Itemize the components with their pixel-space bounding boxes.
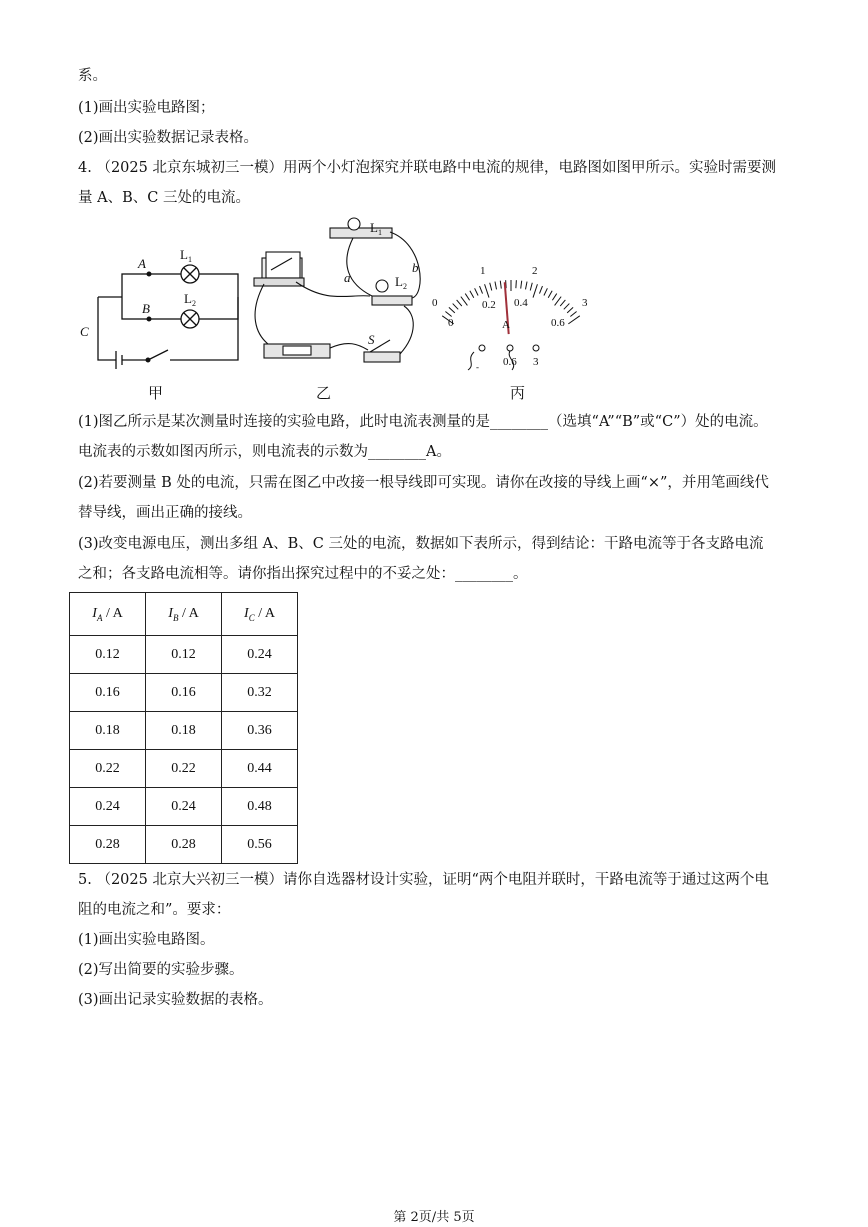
text-line: (1)画出实验电路图； (78, 100, 215, 116)
question-5-stem: 5. （2025 北京大兴初三一模）请你自选器材设计实验，证明“两个电阻并联时，干路电流等于通过这两个电 (78, 872, 769, 888)
bulb-label-l1: $L_1$ (370, 220, 382, 237)
table-cell: 0.28 (146, 826, 222, 864)
question-5-stem: 阻的电流之和”。要求： (78, 902, 231, 918)
table-cell: 0.56 (222, 826, 298, 864)
meter-unit: A (502, 319, 510, 331)
figure-label-jia: 甲 (148, 384, 164, 402)
meter-tick (552, 294, 556, 301)
meter-tick (568, 316, 579, 324)
terminal-0-6 (507, 345, 513, 351)
terminal-minus (479, 345, 485, 351)
table-header-ib: $I_B$ / A (146, 593, 222, 636)
meter-tick (526, 282, 528, 290)
terminal-label-3: 3 (533, 356, 539, 368)
table-row (70, 712, 298, 750)
question-4-part-2: 替导线，画出正确的接线。 (78, 505, 252, 521)
bulb-label-l2: $L_2$ (395, 274, 407, 291)
apparatus-diagram-yi (254, 218, 420, 362)
meter-tick (548, 291, 552, 298)
meter-tick (490, 283, 492, 291)
meter-tick (453, 304, 459, 310)
table-cell: 0.22 (70, 750, 146, 788)
figure-svg (78, 214, 618, 404)
meter-inner-tick-0-4: 0.4 (514, 297, 528, 309)
meter-tick (475, 288, 478, 295)
meter-outer-tick-1: 1 (480, 265, 486, 277)
question-4-stem: 量 A、B、C 三处的电流。 (78, 190, 250, 206)
meter-tick (521, 281, 522, 289)
terminal-3 (533, 345, 539, 351)
table-cell: 0.18 (70, 712, 146, 750)
meter-outer-tick-0: 0 (432, 297, 438, 309)
table-cell: 0.18 (146, 712, 222, 750)
meter-tick (470, 291, 474, 298)
meter-tick (544, 288, 547, 295)
meter-tick (461, 297, 468, 306)
meter-tick (480, 286, 483, 293)
table-cell: 0.22 (146, 750, 222, 788)
meter-tick (567, 307, 573, 312)
question-5-part-1: (1)画出实验电路图。 (78, 932, 215, 948)
figure-label-yi: 乙 (316, 384, 332, 402)
text-line: (2)画出实验数据记录表格。 (78, 130, 259, 146)
table-cell: 0.24 (146, 788, 222, 826)
terminal-label-minus: - (476, 362, 479, 372)
table-cell: 0.32 (222, 674, 298, 712)
meter-tick (533, 284, 537, 297)
table-row (70, 636, 298, 674)
circuit-diagram-jia (98, 265, 238, 369)
question-4-part-1: 电流表的示数如图丙所示，则电流表的示数为________A。 (78, 444, 451, 460)
switch-dot (146, 358, 150, 362)
label-c: C (80, 324, 89, 339)
question-5-part-3: (3)画出记录实验数据的表格。 (78, 992, 273, 1008)
table-cell: 0.16 (70, 674, 146, 712)
page-footer: 第 2页/共 5页 (393, 1210, 475, 1225)
table-cell: 0.44 (222, 750, 298, 788)
meter-inner-tick-0-6: 0.6 (551, 317, 565, 329)
label-l2: $L_2$ (184, 291, 196, 308)
meter-tick (516, 280, 517, 288)
circuit-figure (78, 214, 618, 404)
meter-tick (555, 297, 562, 306)
table-row (70, 826, 298, 864)
label-b: B (142, 301, 150, 316)
meter-tick (445, 312, 451, 317)
node-b-dot (147, 317, 151, 321)
meter-tick (485, 284, 489, 297)
meter-inner-tick-0-2: 0.2 (482, 299, 496, 311)
table-cell: 0.24 (70, 788, 146, 826)
text-line: 系。 (78, 68, 107, 84)
label-a: A (138, 256, 146, 271)
table-row (70, 674, 298, 712)
table-cell: 0.24 (222, 636, 298, 674)
table-cell: 0.48 (222, 788, 298, 826)
meter-wire-icon (468, 352, 474, 370)
terminal-label-0-6: 0.6 (503, 356, 517, 368)
table-header-ic: $I_C$ / A (222, 593, 298, 636)
table-cell: 0.16 (146, 674, 222, 712)
meter-tick (449, 307, 455, 312)
meter-tick (564, 304, 570, 310)
question-4-part-3: 之和；各支路电流相等。请你指出探究过程中的不妥之处：________。 (78, 566, 528, 582)
meter-outer-tick-3: 3 (582, 297, 588, 309)
table-cell: 0.36 (222, 712, 298, 750)
question-4-part-1: (1)图乙所示是某次测量时连接的实验电路，此时电流表测量的是________（选填“A”“B”或“C”）处的电流。 (78, 414, 768, 430)
table-cell: 0.12 (70, 636, 146, 674)
table-cell: 0.12 (146, 636, 222, 674)
meter-tick (560, 300, 565, 306)
wire-label-b: b (412, 260, 419, 275)
table-cell: 0.28 (70, 826, 146, 864)
meter-inner-tick-0: 0 (448, 317, 454, 329)
question-4-part-3: (3)改变电源电压，测出多组 A、B、C 三处的电流，数据如下表所示，得到结论：干路电流等于各支路电流 (78, 536, 764, 552)
meter-tick (495, 282, 497, 290)
meter-tick (539, 286, 542, 293)
meter-outer-tick-2: 2 (532, 265, 538, 277)
current-data-table (69, 592, 298, 864)
table-header-ia: $I_A$ / A (70, 593, 146, 636)
question-5-part-2: (2)写出简要的实验步骤。 (78, 962, 244, 978)
table-header-row (70, 593, 298, 636)
meter-tick (457, 300, 462, 306)
table-row (70, 788, 298, 826)
question-4-stem: 4. （2025 北京东城初三一模）用两个小灯泡探究并联电路中电流的规律，电路图如图甲所示。实验时需要测 (78, 160, 776, 176)
switch-label-s: S (368, 332, 375, 347)
question-4-part-2: (2)若要测量 B 处的电流，只需在图乙中改接一根导线即可实现。请你在改接的导线上画“×”，并用笔画线代 (78, 475, 769, 491)
table-row (70, 750, 298, 788)
node-a-dot (147, 272, 151, 276)
meter-tick (465, 294, 469, 301)
label-l1: $L_1$ (180, 247, 192, 264)
figure-label-bing: 丙 (510, 384, 526, 402)
meter-tick (530, 283, 532, 291)
wire-label-a: a (344, 270, 351, 285)
meter-tick (570, 312, 576, 317)
meter-tick (500, 281, 501, 289)
